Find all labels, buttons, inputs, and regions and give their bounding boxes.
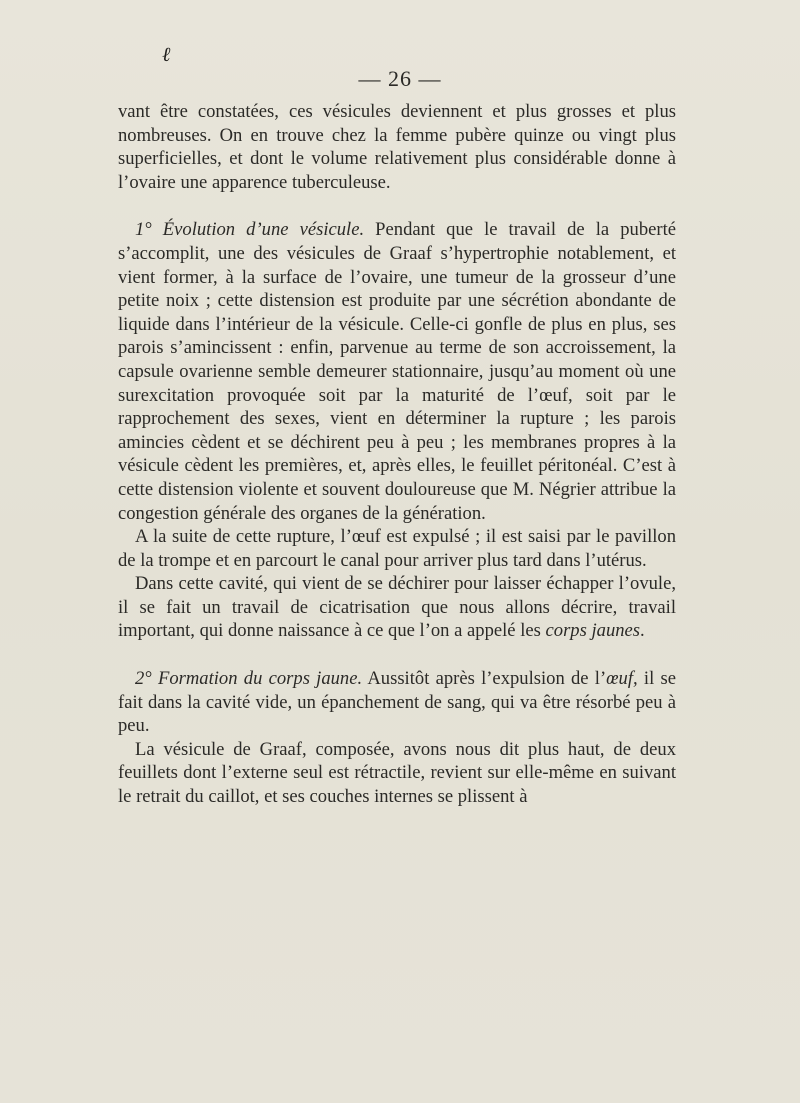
paragraph-6: La vésicule de Graaf, composée, avons nous dit plus haut, de deux feuillets dont l’externe seul est rétractile, revient sur elle-même en suivant le retrait du caillot, et ses couches internes se plissent à [118,738,676,808]
paragraph-5 [118,667,676,738]
paragraph-4-text: Dans cette cavité, qui vient de se déchirer pour laisser échapper l’ovule, il se fait un travail de cicatrisation que nous allons décrire, travail important, qui donne naissance à ce que l’on a appelé les [118,573,676,642]
paragraph-5-text: Aussitôt après l’expulsion de l’ [362,668,607,690]
paragraph-1: vant être constatées, ces vésicules deviennent et plus grosses et plus nombreuses. On en trouve chez la femme pubère quinze ou vingt plus superficielles, et dont le volume relativement plus considérable donne à l’ovaire une apparence tuberculeuse. [118,101,676,193]
paragraph-4-italic: corps jaunes [545,620,641,642]
paragraph-5-end: il se fait dans la cavité vide, un épanchement de sang, qui va être résorbé peu à peu. [118,668,676,737]
section-heading-1: 1° Évolution d’une vésicule. [135,219,365,241]
paragraph-4-end: . [640,620,645,642]
margin-mark: ℓ [162,44,171,66]
body-text [118,100,676,809]
paragraph-3: A la suite de cette rupture, l’œuf est expulsé ; il est saisi par le pavillon de la trompe et en parcourt le canal pour arriver plus tard dans l’utérus. [118,526,676,571]
paragraph-2 [118,218,676,525]
section-heading-2: 2° Formation du corps jaune. [135,668,363,690]
paragraph-4 [118,572,676,643]
page-number: — 26 — [358,66,442,91]
paragraph-5-italic: œuf, [606,668,638,690]
paragraph-2-text: Pendant que le travail de la puberté s’accomplit, une des vésicules de Graaf s’hypertrophie notablement, et vient former, à la surface de l’ovaire, une tumeur de la grosseur d’une petite noix ; cette distension est produite par une sécrétion abondante de liquide dans l’intérieur de la vésicule. Celle-ci gonfle de plus en plus, ses parois s’amincissent : enfin, parvenue au terme de son accroissement, la capsule ovarienne semble demeurer stationnaire, jusqu’au moment où une surexcitation provoquée soit par la maturité de l’œuf, soit par le rapprochement des sexes, vient en déterminer la rupture ; les parois amincies cèdent et se déchirent peu à peu ; les membranes propres à la vésicule cèdent les premières, et, après elles, le feuillet péritonéal. C’est à cette distension violente et souvent douloureuse que M. Négrier attribue la congestion générale des organes de la génération. [118,219,676,524]
